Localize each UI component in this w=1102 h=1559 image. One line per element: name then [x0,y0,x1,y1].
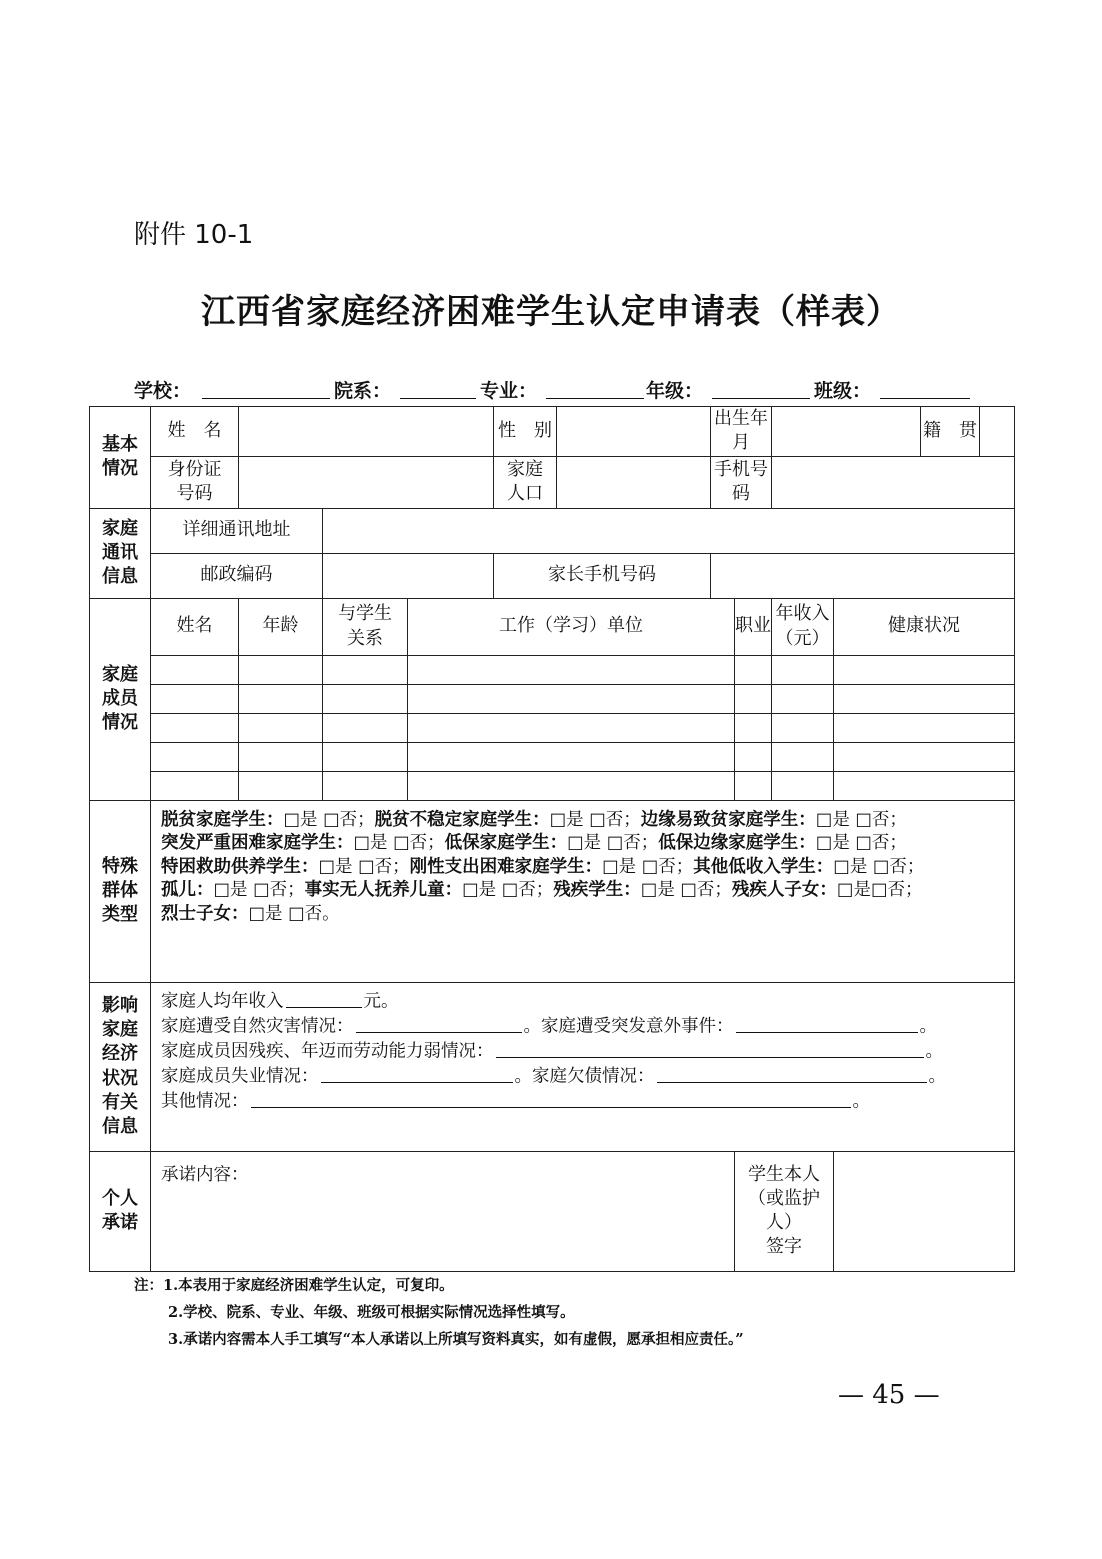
member-cell[interactable] [735,742,772,771]
section-contact: 家庭 通讯 信息 [90,508,151,598]
birth-label: 出生年月 [711,407,772,457]
promise-label: 承诺内容： [161,1164,249,1185]
name-field[interactable] [239,407,494,457]
member-cell[interactable] [323,771,408,800]
member-cell[interactable] [323,655,408,684]
other-line[interactable] [251,1089,851,1108]
member-cell[interactable] [735,713,772,742]
col-relation: 与学生 关系 [323,598,408,655]
checkbox-option[interactable]: □是 □否； [283,809,375,830]
native-field[interactable] [980,407,1015,457]
gender-field[interactable] [557,407,711,457]
address-field[interactable] [323,508,1015,553]
checkbox-option[interactable]: □是 □否； [213,880,305,901]
income-line[interactable] [286,989,362,1008]
member-cell[interactable] [834,684,1015,713]
household-field[interactable] [557,456,711,508]
notes [134,1272,744,1353]
birth-field[interactable] [772,407,921,457]
disability-line[interactable] [496,1039,924,1058]
member-cell[interactable] [408,742,735,771]
signature-label: 学生本人 （或监护人） 签字 [735,1151,834,1271]
grade-line[interactable] [712,398,810,399]
phone-label: 手机号码 [711,456,772,508]
member-cell[interactable] [735,771,772,800]
id-field[interactable] [239,456,494,508]
department-label: 院系： [334,380,392,402]
gender-label: 性 别 [494,407,557,457]
member-cell[interactable] [408,713,735,742]
checkbox-option[interactable]: □是 □否； [462,880,554,901]
section-economy: 影响 家庭 经济 状况 有关 信息 [90,982,151,1151]
special-options: 脱贫家庭学生：□是 □否；脱贫不稳定家庭学生：□是 □否；边缘易致贫家庭学生：□是 □否； 突发严重困难家庭学生：□是 □否；低保家庭学生：□是 □否；低保边缘家庭学生：□是 □否； 特困救助供养学生：□是 □否；刚性支出困难家庭学生：□是 □否；其他低收入学生：□是 □否； 孤儿：□是 □否；事实无人抚养儿童：□是 □否；残疾学生：□是 □否；残疾人子女：□是□否； 烈士子女：□是 □否。 [151,800,1015,982]
parent-phone-label: 家长手机号码 [494,553,711,598]
member-cell[interactable] [735,684,772,713]
class-label: 班级： [814,380,872,402]
checkbox-option[interactable]: □是 □否； [353,833,445,854]
checkbox-option[interactable]: □是 □否； [815,809,907,830]
member-cell[interactable] [239,713,323,742]
col-health: 健康状况 [834,598,1015,655]
checkbox-option[interactable]: □是 □否。 [248,904,340,925]
member-cell[interactable] [239,684,323,713]
accident-line[interactable] [736,1014,918,1033]
member-cell[interactable] [408,771,735,800]
member-cell[interactable] [239,655,323,684]
debt-line[interactable] [657,1064,927,1083]
checkbox-option[interactable]: □是 □否； [549,809,641,830]
member-cell[interactable] [323,684,408,713]
member-cell[interactable] [772,713,834,742]
member-row [90,713,1015,742]
member-cell[interactable] [408,684,735,713]
note-3: 3.承诺内容需本人手工填写“本人承诺以上所填写资料真实，如有虚假，愿承担相应责任。” [168,1331,744,1348]
col-work: 工作（学习）单位 [408,598,735,655]
member-cell[interactable] [834,742,1015,771]
col-age: 年龄 [239,598,323,655]
checkbox-option[interactable]: □是 □否； [833,856,925,877]
checkbox-option[interactable]: □是□否； [836,880,923,901]
section-promise: 个人 承诺 [90,1151,151,1271]
member-row [90,742,1015,771]
member-cell[interactable] [151,742,239,771]
unemployment-line[interactable] [321,1064,513,1083]
promise-content[interactable] [151,1151,735,1271]
member-row [90,771,1015,800]
id-label: 身份证 号码 [151,456,239,508]
member-cell[interactable] [408,655,735,684]
economy-fields: 家庭人均年收入 元。 家庭遭受自然灾害情况： 。家庭遭受突发意外事件： 。 家庭成员因残疾、年迈而劳动能力弱情况： 。 家庭成员失业情况： 。家庭欠债情况： 。 其他情况： 。 [151,982,1015,1151]
application-form [89,406,1015,1272]
checkbox-option[interactable]: □是 □否； [602,856,694,877]
native-label: 籍 贯 [921,407,980,457]
signature-field[interactable] [834,1151,1015,1271]
note-2: 2.学校、院系、专业、年级、班级可根据实际情况选择性填写。 [168,1304,575,1321]
member-cell[interactable] [151,655,239,684]
member-cell[interactable] [323,713,408,742]
checkbox-option[interactable]: □是 □否； [318,856,410,877]
note-1: 注：1.本表用于家庭经济困难学生认定，可复印。 [134,1277,454,1294]
major-label: 专业： [480,380,538,402]
attachment-label: 附件 10-1 [134,220,254,250]
school-line[interactable] [202,398,330,399]
name-label: 姓 名 [151,407,239,457]
class-line[interactable] [880,398,970,399]
member-row [90,684,1015,713]
checkbox-option[interactable]: □是 □否； [567,833,659,854]
household-label: 家庭 人口 [494,456,557,508]
disaster-line[interactable] [356,1014,522,1033]
checkbox-option[interactable]: □是 □否； [640,880,732,901]
form-title: 江西省家庭经济困难学生认定申请表（样表） [201,292,901,332]
member-cell[interactable] [772,771,834,800]
section-members: 家庭 成员 情况 [90,598,151,800]
member-cell[interactable] [772,655,834,684]
member-cell[interactable] [834,713,1015,742]
grade-label: 年级： [646,380,704,402]
major-line[interactable] [546,398,644,399]
member-cell[interactable] [735,655,772,684]
checkbox-option[interactable]: □是 □否； [815,833,907,854]
school-label: 学校： [134,380,192,402]
phone-field[interactable] [772,456,1015,508]
address-label: 详细通讯地址 [151,508,323,553]
col-name: 姓名 [151,598,239,655]
section-basic: 基本 情况 [90,407,151,509]
member-cell[interactable] [151,684,239,713]
member-cell[interactable] [239,742,323,771]
postcode-field[interactable] [323,553,494,598]
col-income: 年收入 （元） [772,598,834,655]
section-special: 特殊 群体 类型 [90,800,151,982]
page-number: — 45 — [838,1380,940,1410]
header-fields [134,374,974,402]
department-line[interactable] [400,398,476,399]
member-cell[interactable] [239,771,323,800]
parent-phone-field[interactable] [711,553,1015,598]
postcode-label: 邮政编码 [151,553,323,598]
member-cell[interactable] [834,771,1015,800]
member-cell[interactable] [834,655,1015,684]
member-cell[interactable] [772,742,834,771]
member-row [90,655,1015,684]
member-cell[interactable] [772,684,834,713]
member-cell[interactable] [151,771,239,800]
member-cell[interactable] [151,713,239,742]
member-cell[interactable] [323,742,408,771]
col-job: 职业 [735,598,772,655]
